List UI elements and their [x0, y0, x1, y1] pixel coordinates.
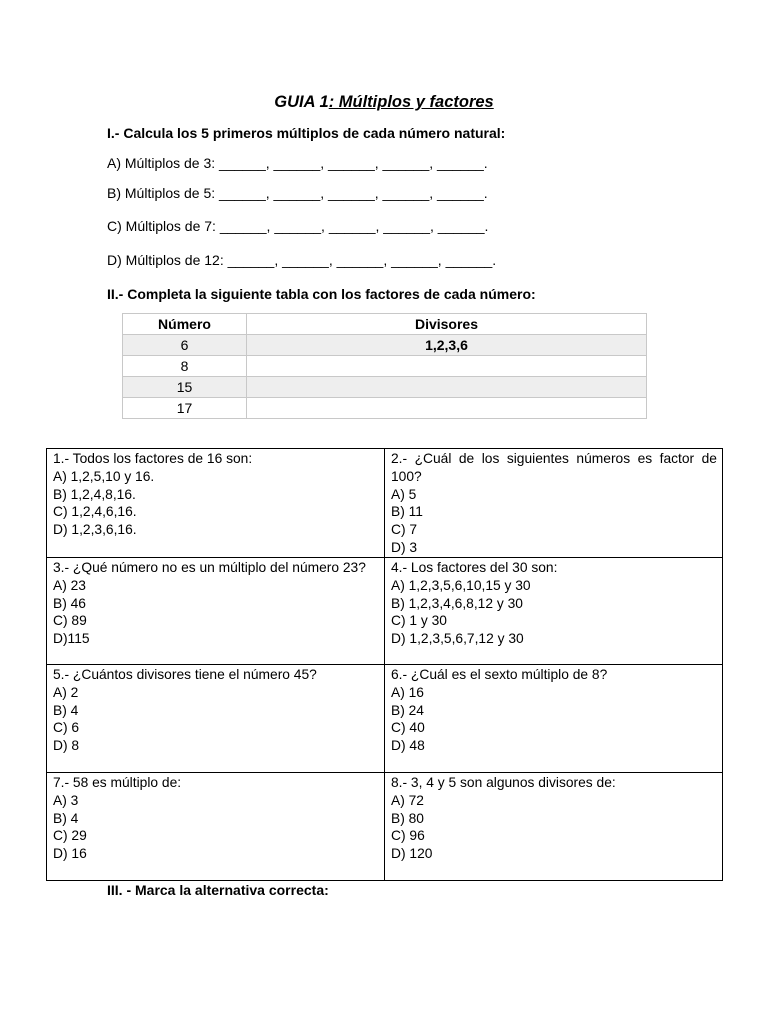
option-b: B) 24 — [391, 702, 424, 718]
table-row — [123, 377, 647, 398]
table-row — [123, 335, 647, 356]
title-prefix: GUIA 1 — [274, 93, 329, 111]
table-cell-divisors — [247, 356, 647, 377]
option-d: D) 1,2,3,5,6,7,12 y 30 — [391, 631, 524, 647]
option-c: C) 7 — [391, 522, 418, 538]
quiz-row — [47, 558, 723, 665]
table-cell-number: 17 — [123, 398, 247, 419]
option-d: D) 120 — [391, 846, 433, 862]
question-2 — [385, 449, 723, 558]
table-cell-number: 8 — [123, 356, 247, 377]
option-d: D)115 — [53, 631, 90, 647]
quiz-row — [47, 449, 723, 558]
table-cell-number: 6 — [123, 335, 247, 356]
question-8 — [385, 773, 723, 881]
option-d: D) 48 — [391, 738, 425, 754]
option-a: A) 3 — [53, 792, 79, 808]
question-text: 7.- 58 es múltiplo de: — [53, 775, 182, 790]
question-3 — [47, 558, 385, 665]
option-c: C) 89 — [53, 613, 87, 629]
option-c: C) 96 — [391, 828, 425, 844]
option-a: A) 1,2,5,10 y 16. — [53, 468, 155, 484]
option-b: B) 1,2,3,4,6,8,12 y 30 — [391, 595, 523, 611]
option-d: D) 8 — [53, 738, 80, 754]
option-a: A) 5 — [391, 486, 417, 502]
question-text: 4.- Los factores del 30 son: — [391, 560, 558, 575]
document-title — [0, 93, 768, 112]
option-b: B) 4 — [53, 810, 79, 826]
multiples-line-c: C) Múltiplos de 7: ______, ______, ______, ______, ______. — [107, 218, 489, 234]
multiples-line-d: D) Múltiplos de 12: ______, ______, ______, ______, ______. — [107, 252, 497, 268]
option-a: A) 2 — [53, 684, 79, 700]
question-1 — [47, 449, 385, 558]
table-row — [123, 356, 647, 377]
option-c: C) 29 — [53, 828, 87, 844]
question-4 — [385, 558, 723, 665]
question-text: 3.- ¿Qué número no es un múltiplo del número 23? — [53, 560, 366, 575]
option-b: B) 11 — [391, 504, 423, 520]
option-c: C) 40 — [391, 720, 425, 736]
option-a: A) 16 — [391, 684, 424, 700]
header-numero: Número — [123, 314, 247, 335]
multiples-line-b: B) Múltiplos de 5: ______, ______, ______, ______, ______. — [107, 185, 488, 201]
title-topic: : Múltiplos y factores — [328, 93, 494, 111]
question-text: 2.- ¿Cuál de los siguientes números es factor de 100? — [391, 451, 717, 484]
option-b: B) 80 — [391, 810, 424, 826]
question-7 — [47, 773, 385, 881]
question-text: 6.- ¿Cuál es el sexto múltiplo de 8? — [391, 667, 608, 682]
option-a: A) 72 — [391, 792, 424, 808]
divisors-table — [122, 313, 647, 419]
option-b: B) 46 — [53, 595, 86, 611]
option-c: C) 1 y 30 — [391, 613, 447, 629]
multiples-line-a: A) Múltiplos de 3: ______, ______, ______, ______, ______. — [107, 155, 488, 171]
quiz-table — [46, 448, 723, 881]
quiz-row — [47, 665, 723, 773]
option-b: B) 4 — [53, 702, 79, 718]
question-5 — [47, 665, 385, 773]
question-text: 8.- 3, 4 y 5 son algunos divisores de: — [391, 775, 616, 790]
table-cell-divisors — [247, 398, 647, 419]
option-d: D) 16 — [53, 846, 87, 862]
option-d: D) 1,2,3,6,16. — [53, 522, 137, 538]
table-cell-number: 15 — [123, 377, 247, 398]
question-6 — [385, 665, 723, 773]
section2-heading: II.- Completa la siguiente tabla con los factores de cada número: — [107, 286, 536, 302]
option-a: A) 23 — [53, 577, 86, 593]
option-c: C) 1,2,4,6,16. — [53, 504, 137, 520]
question-text: 1.- Todos los factores de 16 son: — [53, 451, 253, 466]
section1-heading: I.- Calcula los 5 primeros múltiplos de cada número natural: — [107, 125, 506, 141]
table-header-row — [123, 314, 647, 335]
quiz-row — [47, 773, 723, 881]
table-cell-divisors: 1,2,3,6 — [247, 335, 647, 356]
option-c: C) 6 — [53, 720, 80, 736]
option-d: D) 3 — [391, 539, 418, 555]
option-b: B) 1,2,4,8,16. — [53, 486, 136, 502]
header-divisores: Divisores — [247, 314, 647, 335]
question-text: 5.- ¿Cuántos divisores tiene el número 45? — [53, 667, 317, 682]
option-a: A) 1,2,3,5,6,10,15 y 30 — [391, 577, 531, 593]
table-row — [123, 398, 647, 419]
section3-heading: III. - Marca la alternativa correcta: — [107, 882, 329, 898]
table-cell-divisors — [247, 377, 647, 398]
